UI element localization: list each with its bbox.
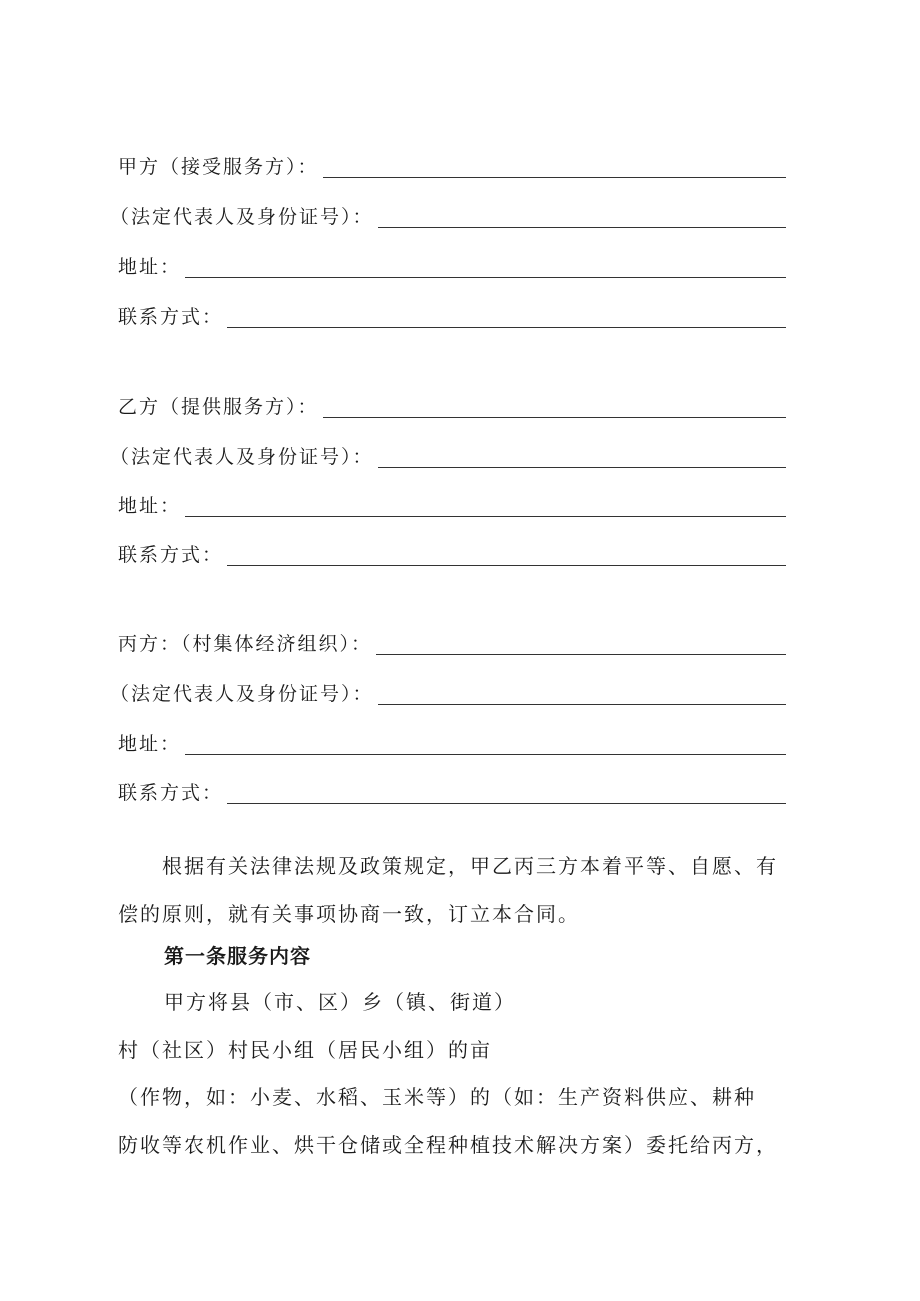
party-b-title-blank[interactable] bbox=[323, 416, 786, 418]
party-b-rep-field[interactable] bbox=[110, 438, 786, 472]
party-a-contact-field[interactable] bbox=[118, 298, 786, 332]
party-b-address-field[interactable] bbox=[118, 487, 786, 521]
party-a-contact-blank[interactable] bbox=[227, 326, 786, 328]
party-b-rep-label: （法定代表人及身份证号）： bbox=[110, 446, 374, 468]
party-c-address-blank[interactable] bbox=[185, 753, 786, 755]
party-c-rep-blank[interactable] bbox=[378, 703, 786, 705]
party-a-contact-label: 联系方式： bbox=[118, 306, 224, 328]
party-c-title-blank[interactable] bbox=[376, 653, 786, 655]
party-a-title-label: 甲方（接受服务方）： bbox=[118, 156, 319, 178]
party-a-title-field[interactable] bbox=[118, 148, 786, 182]
party-c-contact-label: 联系方式： bbox=[118, 782, 224, 804]
party-a-address-field[interactable] bbox=[118, 248, 786, 282]
party-c-address-field[interactable] bbox=[118, 725, 786, 759]
party-b-contact-label: 联系方式： bbox=[118, 544, 224, 566]
party-b-contact-field[interactable] bbox=[118, 536, 786, 570]
party-c-title-field[interactable] bbox=[118, 625, 786, 659]
party-a-rep-label: （法定代表人及身份证号）： bbox=[110, 206, 374, 228]
party-a-rep-field[interactable] bbox=[110, 198, 786, 232]
party-a-rep-blank[interactable] bbox=[378, 226, 786, 228]
intro-line-2: 偿的原则，就有关事项协商一致，订立本合同。 bbox=[118, 902, 580, 926]
party-c-rep-label: （法定代表人及身份证号）： bbox=[110, 683, 374, 705]
party-b-title-field[interactable] bbox=[118, 388, 786, 422]
article-1-line-4: 防收等农机作业、烘干仓储或全程种植技术解决方案）委托给丙方， bbox=[118, 1133, 778, 1157]
party-b-address-blank[interactable] bbox=[185, 515, 786, 517]
party-c-address-label: 地址： bbox=[118, 733, 182, 755]
party-b-address-label: 地址： bbox=[118, 495, 182, 517]
party-b-title-label: 乙方（提供服务方）： bbox=[118, 396, 319, 418]
intro-paragraph bbox=[118, 842, 808, 938]
article-1-line-2: 村（社区）村民小组（居民小组）的亩 bbox=[118, 1038, 492, 1062]
party-a-title-blank[interactable] bbox=[323, 176, 786, 178]
party-c-title-label: 丙方：（村集体经济组织）： bbox=[118, 633, 373, 655]
article-1-heading: 第一条服务内容 bbox=[164, 944, 311, 968]
party-c-rep-field[interactable] bbox=[110, 675, 786, 709]
party-b-contact-blank[interactable] bbox=[227, 564, 786, 566]
party-c-contact-field[interactable] bbox=[118, 774, 786, 808]
intro-line-1: 根据有关法律法规及政策规定，甲乙丙三方本着平等、自愿、有 bbox=[162, 854, 778, 878]
party-c-contact-blank[interactable] bbox=[227, 802, 786, 804]
article-1-line-1: 甲方将县（市、区）乡（镇、街道） bbox=[164, 990, 516, 1014]
party-a-address-label: 地址： bbox=[118, 256, 182, 278]
party-b-rep-blank[interactable] bbox=[378, 466, 786, 468]
party-a-address-blank[interactable] bbox=[185, 276, 786, 278]
article-1-line-3: （作物，如：小麦、水稻、玉米等）的（如：生产资料供应、耕种 bbox=[118, 1085, 756, 1109]
